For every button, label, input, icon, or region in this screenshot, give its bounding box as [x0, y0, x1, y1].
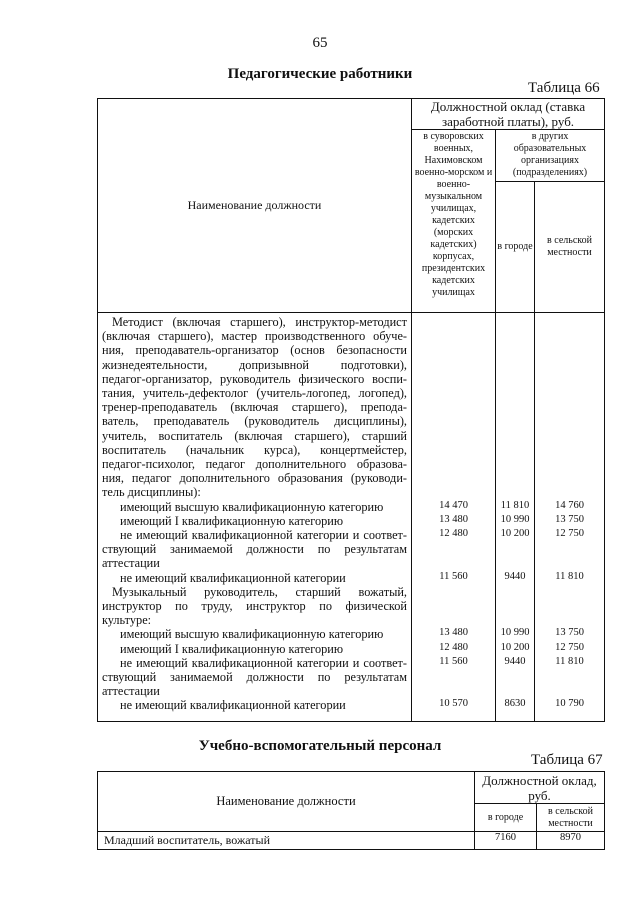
group2-description: [102, 585, 407, 628]
group1-description: [102, 315, 407, 500]
value-cell: 12 750: [555, 641, 584, 653]
value-cell: 11 810: [500, 499, 530, 511]
text-line: ватель, преподаватель (руководитель дисциплины),: [102, 414, 407, 429]
value-cell: 10 990: [500, 627, 530, 639]
value-cell: 11 810: [555, 655, 584, 667]
value-cell: 13 480: [439, 627, 468, 639]
t67-header-position-name: Наименование должности: [98, 772, 475, 832]
header-salary-group: Должностной оклад (ставка заработной платы), руб.: [412, 99, 605, 130]
text-line: Методист (включая старшего), инструктор-методист: [112, 315, 407, 329]
section-title-pedagogical: Педагогические работники: [227, 66, 413, 82]
header-suvorov-col: в суворовских военных, Нахимовском военно-морском и военно-музыкальном училищах, кадетских (морских кадетских) корпусах, президентских кадетских училищах: [412, 130, 496, 313]
t67-row-name: Младший воспитатель, вожатый: [98, 832, 475, 850]
text-line: тренер-преподаватель (включая старшего), препода-: [102, 400, 407, 415]
text-line: культуре:: [102, 613, 152, 628]
section-title-support-staff: Учебно-вспомогательный персонал: [198, 738, 442, 754]
text-line: ния, преподаватель-организатор (основ безопасности: [102, 343, 407, 358]
text-line: ствующий занимаемой должности по результатам: [102, 542, 407, 557]
value-cell: 11 560: [439, 570, 468, 582]
value-cell: 13 750: [555, 513, 584, 525]
value-cell: 10 200: [500, 528, 530, 539]
value-cell: 8630: [504, 698, 526, 710]
group2-items: [102, 627, 407, 712]
text-line: ния, педагог дополнительного образования (руководи-: [102, 471, 407, 486]
text-line: тель дисциплины):: [102, 485, 201, 500]
values-suvorov: [412, 313, 496, 722]
values-rural: [535, 313, 605, 722]
header-city: в городе: [496, 182, 535, 313]
value-cell: 10 200: [500, 641, 530, 653]
value-cell: 12 480: [439, 528, 468, 539]
text-line: педагог-организатор, руководитель физического воспи-: [102, 371, 407, 386]
text-line: Музыкальный руководитель, старший вожатый,: [112, 584, 407, 599]
value-cell: 9440: [504, 655, 526, 667]
text-line: имеющий высшую квалификационную категорию: [120, 627, 384, 642]
value-cell: 14 470: [439, 499, 468, 511]
group1-items: [102, 500, 407, 585]
value-cell: 14 760: [555, 499, 584, 511]
text-line: не имеющий квалификационной категории: [120, 698, 346, 713]
value-cell: 9440: [504, 570, 526, 582]
value-cell: 12 480: [439, 641, 468, 653]
values-city: [496, 313, 535, 722]
page-number: 65: [312, 35, 328, 51]
value-cell: 11 560: [439, 655, 468, 667]
table-label-66: Таблица 66: [528, 80, 600, 96]
value-cell: 12 750: [555, 528, 584, 539]
text-line: инструктор по труду, инструктор по физической: [102, 599, 407, 614]
text-line: жизнедеятельности, допризывной подготовки),: [102, 357, 407, 372]
text-line: учитель, воспитатель (включая старшего), старший: [102, 428, 407, 443]
t67-row-rural: 8970: [537, 832, 605, 850]
header-rural: в сельской местности: [535, 182, 605, 313]
text-line: аттестации: [102, 556, 160, 571]
value-cell: 10 570: [439, 698, 468, 710]
text-line: аттестации: [102, 684, 160, 699]
text-line: имеющий высшую квалификационную категорию: [120, 499, 384, 514]
text-line: (включая старшего), мастер производственного обуче-: [102, 329, 407, 344]
text-line: ствующий занимаемой должности по результатам: [102, 670, 407, 685]
text-line: не имеющий квалификационной категории и соответ-: [120, 655, 407, 670]
text-line: имеющий I квалификационную категорию: [120, 513, 344, 528]
text-line: воспитатель (начальник курса), концертмейстер,: [102, 442, 407, 457]
t67-header-rural: в сельской местности: [537, 804, 605, 832]
value-cell: 10 790: [555, 698, 584, 710]
positions-list: [98, 313, 412, 722]
value-cell: 13 750: [555, 627, 584, 639]
t67-row-city: 7160: [475, 832, 537, 850]
table-67: [97, 771, 605, 850]
text-line: не имеющий квалификационной категории и соответ-: [120, 528, 407, 543]
text-line: не имеющий квалификационной категории: [120, 570, 346, 585]
value-cell: 10 990: [500, 513, 530, 525]
header-position-name: Наименование должности: [98, 99, 412, 313]
table-66: [97, 98, 605, 722]
header-other-orgs: в других образовательных организациях (подразделениях): [496, 130, 605, 182]
value-cell: 13 480: [439, 513, 468, 525]
text-line: тания, учитель-дефектолог (учитель-логопед, логопед),: [102, 386, 407, 401]
text-line: имеющий I квалификационную категорию: [120, 641, 344, 656]
value-cell: 11 810: [555, 570, 584, 582]
text-line: педагог-психолог, педагог дополнительного образова-: [102, 457, 407, 472]
table-label-67: Таблица 67: [531, 752, 603, 768]
t67-header-salary: Должностной оклад, руб.: [475, 772, 605, 804]
t67-header-city: в городе: [475, 804, 537, 832]
